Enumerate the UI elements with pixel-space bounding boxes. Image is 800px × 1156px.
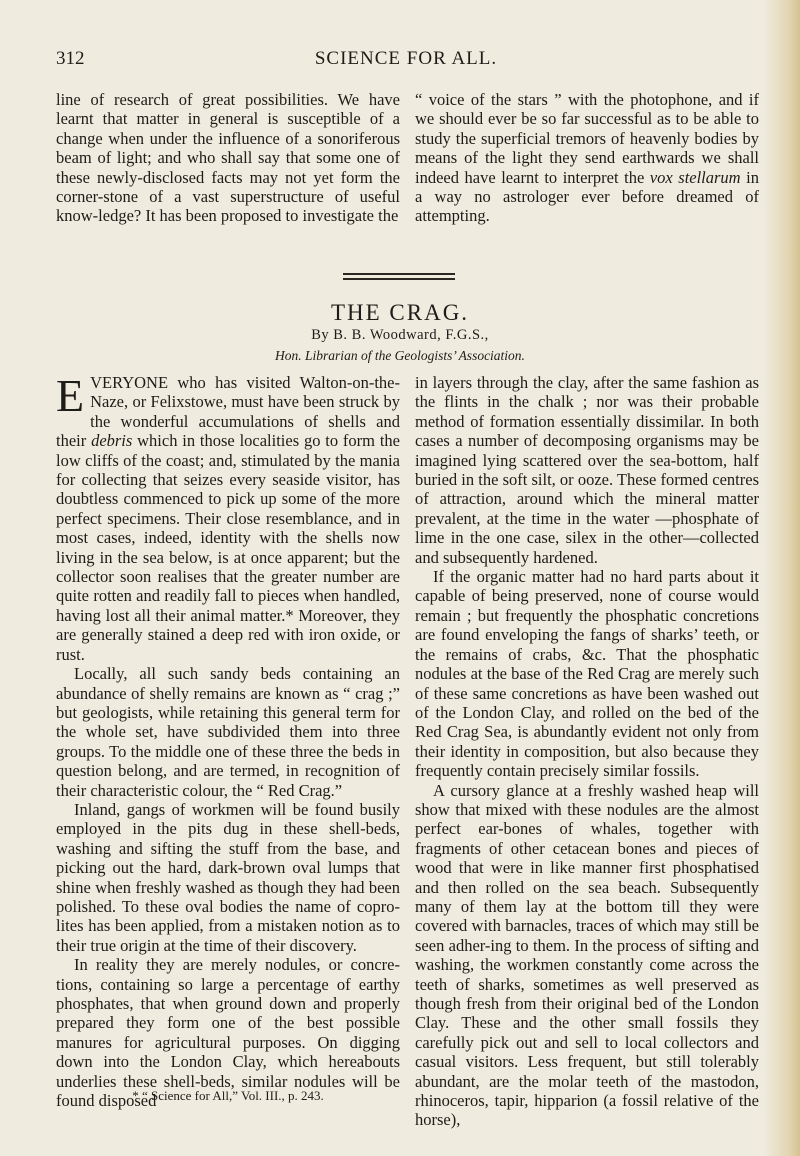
article-paragraph: Locally, all such sandy beds containing an abundance of shelly remains are known as “ crag ;” but geologists, while retaining this general term for the whole set, have subdivided them into three groups. To the middle one of these three the beds in question belong, and are termed, in recognition of their characteristic colour, the “ Red Crag.” — [56, 664, 400, 800]
previous-article-paragraph: line of research of great possibilities. We have learnt that matter in general is susceptible of a change when under the influence of a sonoriferous beam of light; and who shall say that some one of these newly-disclosed facts may not yet form the corner-stone of a vast superstructure of useful know-ledge? It has been proposed to investigate the — [56, 90, 400, 226]
text-run: VERYONE who has visited Walton-on-the-Naze, or Felixstowe, must have been struck by the wonderful accumulations of shells and their — [56, 373, 400, 451]
author-affiliation: Hon. Librarian of the Geologists’ Association. — [275, 348, 525, 363]
article-title: THE CRAG. — [330, 300, 470, 325]
article-paragraph: A cursory glance at a freshly washed heap will show that mixed with these nodules are the almost perfect ear-bones of whales, together with fragments of other cetacean bones and pieces of wood that were in like manner first phosphatised and then rolled on the sea beach. Subsequently many of them lay at the bottom till they were covered with barnacles, traces of which may still be seen adher-ing to them. In the process of sifting and washing, the workmen constantly come across the teeth of sharks, sometimes as well preserved as though fresh from their original bed of the London Clay. These and the other small fossils they carefully pick out and sell to local collectors and casual visitors. Less frequent, but still tolerably abundant, are the molar teeth of the mastodon, rhinoceros, tapir, hipparion (a fossil relative of the horse), — [415, 780, 759, 1130]
article-paragraph: Inland, gangs of workmen will be found busily employed in the pits dug in these shell-beds, washing and sifting the stuff from the base, and picking out the hard, dark-brown oval lumps that shine when freshly washed as though they had been polished. To these oval bodies the name of copro-lites has been applied, from a mistaken notion as to their true origin at the time of their discovery. — [56, 799, 400, 955]
text-run: in a way no astrologer ever before dreamed of attempting. — [415, 167, 759, 226]
previous-article-paragraph — [415, 90, 759, 226]
article-left-column — [56, 370, 400, 1111]
italic-word: debris — [91, 431, 133, 451]
article-paragraph: In reality they are merely nodules, or concre-tions, containing so large a percentage of earthy phosphates, that when ground down and properly prepared they form one of the best possible manures for agricultural purposes. On digging down into the London Clay, which hereabouts underlies these shell-beds, similar nodules will be found disposed — [56, 955, 400, 1111]
running-head: SCIENCE FOR ALL. — [314, 48, 498, 69]
text-run: which in those localities go to form the low cliffs of the coast; and, stimulated by the mania for collecting that seizes every seaside visitor, has doubtless commenced to pick up some of the more perfect specimens. Their close resemblance, and in most cases, indeed, identity with the shells now living in the sea below, is at once apparent; but the collector soon realises that the greater number are quite rotten and readily fall to pieces when handled, having lost all their animal matter.* Moreover, they are generally stained a deep red with iron oxide, or rust. — [56, 431, 400, 664]
article-byline: By B. B. Woodward, F.G.S., — [311, 327, 489, 343]
footnote: * “ Science for All,” Vol. III., p. 243. — [132, 1088, 324, 1103]
article-paragraph: If the organic matter had no hard parts about it capable of being preserved, none of course would remain ; but frequently the phosphatic concretions are found enveloping the fangs of sharks’ teeth, or the remains of crabs, &c. That the phosphatic nodules at the base of the Red Crag are merely such of these same concretions as have been washed out of the London Clay, and rolled on the bed of the Red Crag Sea, is abundantly evident not only from their identity in composition, but also because they frequently contain precisely similar fossils. — [415, 567, 759, 781]
drop-cap: E — [56, 370, 85, 421]
italic-phrase: vox stellarum — [649, 167, 741, 187]
previous-article-left-column — [56, 90, 400, 226]
article-paragraph — [56, 370, 400, 664]
page-number: 312 — [56, 48, 85, 69]
text-run: “ voice of the stars ” with the photophone, and if we should ever be so far successful as to be able to study the superficial tremors of heavenly bodies by means of the light they send earthwards we shall indeed have learnt to interpret the — [415, 90, 759, 187]
section-divider-rule — [343, 273, 455, 275]
article-paragraph: in layers through the clay, after the same fashion as the flints in the chalk ; nor was their probable method of formation essentially dissimilar. In both cases a number of decomposing organisms may be imagined lying scattered over the sea-bottom, half buried in the soft silt, or ooze. These formed centres of attraction, around which the mineral matter prevalent, at the time in the water —phosphate of lime in the one case, silex in the other—collected and subsequently hardened. — [415, 373, 759, 567]
previous-article-right-column — [415, 90, 759, 226]
section-divider-rule — [343, 278, 455, 280]
page-header — [56, 40, 756, 70]
page-edge-shading — [764, 0, 800, 1156]
article-right-column — [415, 373, 759, 1130]
